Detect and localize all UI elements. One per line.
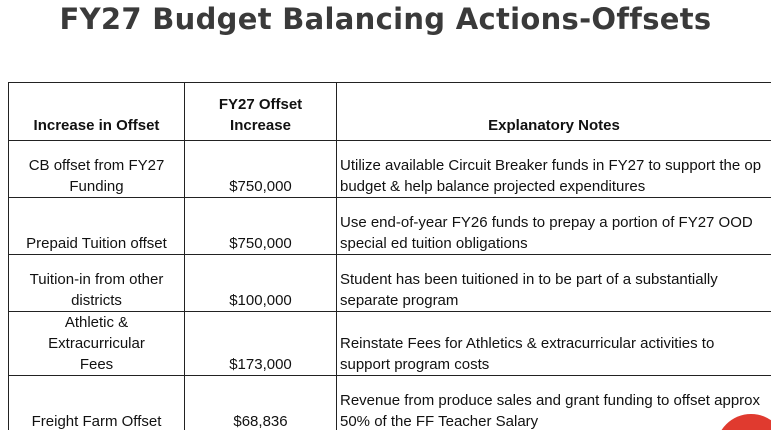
row-increase: Freight Farm Offset <box>9 376 185 430</box>
row-amount: $68,836 <box>185 376 337 430</box>
row-increase: Prepaid Tuition offset <box>9 198 185 255</box>
page-title: FY27 Budget Balancing Actions-Offsets <box>59 2 712 36</box>
row-notes: Use end-of-year FY26 funds to prepay a portion of FY27 OOD special ed tuition obligations <box>337 198 771 255</box>
row-amount: $100,000 <box>185 255 337 312</box>
table-row <box>9 312 771 376</box>
row-increase: Tuition-in from other districts <box>9 255 185 312</box>
row-increase: CB offset from FY27 Funding <box>9 141 185 198</box>
header-fy27-offset-increase: FY27 Offset Increase <box>185 83 337 141</box>
row-amount: $173,000 <box>185 312 337 376</box>
header-increase-in-offset: Increase in Offset <box>9 83 185 141</box>
offsets-table <box>8 82 771 430</box>
table-row <box>9 141 771 198</box>
table-header-row <box>9 83 771 141</box>
row-notes: Student has been tuitioned in to be part of a substantially separate program <box>337 255 771 312</box>
table-row <box>9 255 771 312</box>
header-explanatory-notes: Explanatory Notes <box>337 83 771 141</box>
table-row <box>9 198 771 255</box>
row-notes: Utilize available Circuit Breaker funds in FY27 to support the op budget & help balance projected expenditures <box>337 141 771 198</box>
table-row <box>9 376 771 430</box>
row-notes: Reinstate Fees for Athletics & extracurricular activities to support program costs <box>337 312 771 376</box>
row-amount: $750,000 <box>185 198 337 255</box>
row-amount: $750,000 <box>185 141 337 198</box>
row-notes: Revenue from produce sales and grant funding to offset approx 50% of the FF Teacher Salary <box>337 376 771 430</box>
row-increase: Athletic & Extracurricular Fees <box>9 312 185 376</box>
